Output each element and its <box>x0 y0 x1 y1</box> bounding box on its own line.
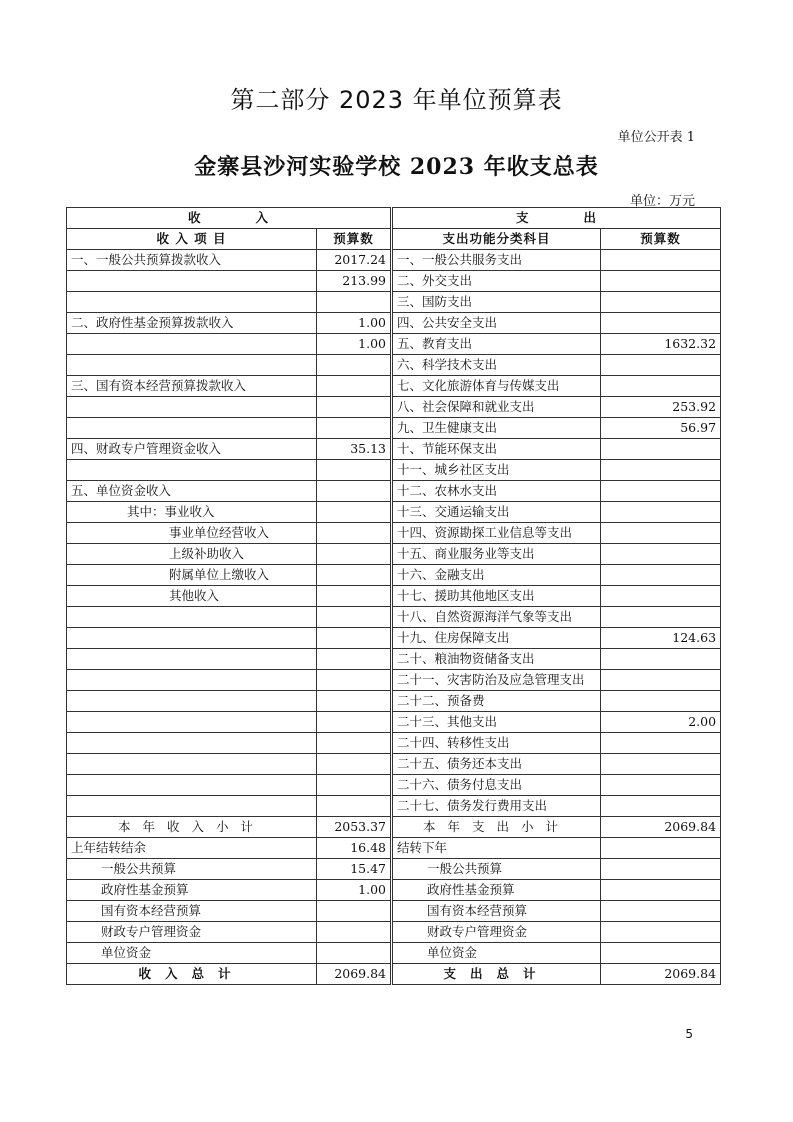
income-amount-cell <box>317 418 392 439</box>
income-item-cell <box>67 670 317 691</box>
income-amount-cell <box>317 523 392 544</box>
income-amount-cell: 1.00 <box>317 880 392 901</box>
expense-amount-cell <box>601 481 721 502</box>
expense-item-cell: 三、国防支出 <box>392 292 601 313</box>
expense-amount-cell <box>601 502 721 523</box>
expense-item-cell: 十二、农林水支出 <box>392 481 601 502</box>
income-amount-cell: 2053.37 <box>317 817 392 838</box>
expense-item-cell: 十五、商业服务业等支出 <box>392 544 601 565</box>
expense-item-cell: 十九、住房保障支出 <box>392 628 601 649</box>
budget-table <box>66 207 721 985</box>
income-item-cell: 其他收入 <box>67 586 317 607</box>
expense-amount-cell <box>601 670 721 691</box>
expense-item-cell: 二十六、债务付息支出 <box>392 775 601 796</box>
income-amount-cell: 2069.84 <box>317 964 392 985</box>
expense-amount-cell <box>601 292 721 313</box>
income-item-cell <box>67 754 317 775</box>
expense-amount-cell <box>601 775 721 796</box>
income-amount-cell <box>317 901 392 922</box>
expense-item-cell: 十八、自然资源海洋气象等支出 <box>392 607 601 628</box>
table-subheader-row <box>67 229 721 250</box>
page-title: 金寨县沙河实验学校 2023 年收支总表 <box>194 154 599 180</box>
expense-item-cell: 一般公共预算 <box>392 859 601 880</box>
expense-amount-cell: 56.97 <box>601 418 721 439</box>
expense-item-cell: 二十四、转移性支出 <box>392 733 601 754</box>
income-amount-cell <box>317 397 392 418</box>
income-item-cell: 其中：事业收入 <box>67 502 317 523</box>
expense-amount-cell <box>601 586 721 607</box>
expense-header: 支 出 <box>392 208 721 229</box>
expense-item-cell: 二十三、其他支出 <box>392 712 601 733</box>
expense-amount-cell <box>601 607 721 628</box>
table-row <box>67 649 721 670</box>
income-amount-cell <box>317 691 392 712</box>
income-amount-cell <box>317 502 392 523</box>
income-item-cell: 一般公共预算 <box>67 859 317 880</box>
income-item-cell: 四、财政专户管理资金收入 <box>67 439 317 460</box>
expense-item-cell: 二十一、灾害防治及应急管理支出 <box>392 670 601 691</box>
carry-row <box>67 901 721 922</box>
expense-amount-cell: 124.63 <box>601 628 721 649</box>
expense-item-cell: 十一、城乡社区支出 <box>392 460 601 481</box>
table-row <box>67 607 721 628</box>
expense-amount-cell <box>601 943 721 964</box>
income-item-cell: 五、单位资金收入 <box>67 481 317 502</box>
income-item-cell: 三、国有资本经营预算拨款收入 <box>67 376 317 397</box>
income-item-cell: 上年结转结余 <box>67 838 317 859</box>
part-title: 第二部分 2023 年单位预算表 <box>230 86 563 114</box>
table-row <box>67 691 721 712</box>
income-item-cell: 财政专户管理资金 <box>67 922 317 943</box>
table-row <box>67 523 721 544</box>
income-amount-cell <box>317 733 392 754</box>
income-amount-cell <box>317 586 392 607</box>
table-row <box>67 565 721 586</box>
income-item-cell <box>67 796 317 817</box>
expense-item-cell: 二十、粮油物资储备支出 <box>392 649 601 670</box>
carry-row <box>67 943 721 964</box>
expense-item-cell: 四、公共安全支出 <box>392 313 601 334</box>
expense-amount-cell: 2069.84 <box>601 817 721 838</box>
income-item-cell <box>67 628 317 649</box>
expense-budget-header: 预算数 <box>601 229 721 250</box>
income-amount-cell <box>317 775 392 796</box>
expense-item-cell: 国有资本经营预算 <box>392 901 601 922</box>
table-row <box>67 754 721 775</box>
income-amount-cell: 15.47 <box>317 859 392 880</box>
expense-item-cell: 六、科学技术支出 <box>392 355 601 376</box>
expense-amount-cell <box>601 313 721 334</box>
income-amount-cell <box>317 754 392 775</box>
income-amount-cell: 2017.24 <box>317 250 392 271</box>
carry-row <box>67 922 721 943</box>
expense-amount-cell: 2.00 <box>601 712 721 733</box>
total-row <box>67 964 721 985</box>
income-amount-cell <box>317 292 392 313</box>
expense-item-cell: 财政专户管理资金 <box>392 922 601 943</box>
table-row <box>67 670 721 691</box>
expense-item-cell: 一、一般公共服务支出 <box>392 250 601 271</box>
expense-item-cell: 五、教育支出 <box>392 334 601 355</box>
expense-amount-cell <box>601 355 721 376</box>
expense-item-header: 支出功能分类科目 <box>392 229 601 250</box>
expense-item-cell: 结转下年 <box>392 838 601 859</box>
income-item-cell: 事业单位经营收入 <box>67 523 317 544</box>
table-row <box>67 439 721 460</box>
page-number: 5 <box>685 1027 693 1041</box>
carry-row <box>67 838 721 859</box>
table-row <box>67 292 721 313</box>
table-row <box>67 355 721 376</box>
expense-item-cell: 单位资金 <box>392 943 601 964</box>
expense-item-cell: 本年支出小计 <box>392 817 601 838</box>
income-amount-cell: 1.00 <box>317 334 392 355</box>
carry-row <box>67 859 721 880</box>
expense-amount-cell <box>601 271 721 292</box>
income-item-cell <box>67 334 317 355</box>
income-amount-cell <box>317 943 392 964</box>
income-item-cell: 本年收入小计 <box>67 817 317 838</box>
expense-amount-cell: 253.92 <box>601 397 721 418</box>
expense-amount-cell <box>601 544 721 565</box>
table-row <box>67 481 721 502</box>
income-amount-cell <box>317 355 392 376</box>
expense-item-cell: 政府性基金预算 <box>392 880 601 901</box>
expense-amount-cell <box>601 754 721 775</box>
income-amount-cell <box>317 376 392 397</box>
subtotal-row <box>67 817 721 838</box>
income-item-cell <box>67 460 317 481</box>
income-item-cell <box>67 607 317 628</box>
income-amount-cell <box>317 670 392 691</box>
table-row <box>67 796 721 817</box>
income-item-cell: 收入总计 <box>67 964 317 985</box>
table-row <box>67 544 721 565</box>
income-amount-cell <box>317 565 392 586</box>
income-item-cell <box>67 733 317 754</box>
income-item-cell: 国有资本经营预算 <box>67 901 317 922</box>
table-row <box>67 376 721 397</box>
table-row <box>67 733 721 754</box>
expense-amount-cell <box>601 376 721 397</box>
expense-item-cell: 十六、金融支出 <box>392 565 601 586</box>
carry-row <box>67 880 721 901</box>
expense-amount-cell <box>601 523 721 544</box>
expense-amount-cell <box>601 838 721 859</box>
expense-amount-cell <box>601 796 721 817</box>
income-item-cell <box>67 691 317 712</box>
table-row <box>67 586 721 607</box>
expense-item-cell: 二十五、债务还本支出 <box>392 754 601 775</box>
expense-amount-cell <box>601 460 721 481</box>
expense-amount-cell <box>601 880 721 901</box>
income-amount-cell: 213.99 <box>317 271 392 292</box>
expense-amount-cell <box>601 691 721 712</box>
unit-label: 单位：万元 <box>629 194 695 209</box>
income-header: 收 入 <box>67 208 392 229</box>
expense-item-cell: 二、外交支出 <box>392 271 601 292</box>
expense-amount-cell <box>601 439 721 460</box>
income-amount-cell <box>317 481 392 502</box>
income-item-cell <box>67 355 317 376</box>
expense-item-cell: 支出总计 <box>392 964 601 985</box>
table-row <box>67 250 721 271</box>
income-amount-cell: 16.48 <box>317 838 392 859</box>
table-row <box>67 628 721 649</box>
expense-amount-cell <box>601 649 721 670</box>
income-item-cell <box>67 292 317 313</box>
income-amount-cell <box>317 922 392 943</box>
expense-item-cell: 七、文化旅游体育与传媒支出 <box>392 376 601 397</box>
expense-amount-cell <box>601 901 721 922</box>
expense-item-cell: 十三、交通运输支出 <box>392 502 601 523</box>
expense-item-cell: 十四、资源勘探工业信息等支出 <box>392 523 601 544</box>
expense-item-cell: 十、节能环保支出 <box>392 439 601 460</box>
income-item-cell <box>67 712 317 733</box>
table-row <box>67 775 721 796</box>
income-amount-cell <box>317 628 392 649</box>
income-item-cell <box>67 649 317 670</box>
table-row <box>67 418 721 439</box>
income-amount-cell: 1.00 <box>317 313 392 334</box>
table-row <box>67 460 721 481</box>
expense-amount-cell <box>601 565 721 586</box>
income-item-cell <box>67 418 317 439</box>
income-amount-cell: 35.13 <box>317 439 392 460</box>
income-item-cell: 政府性基金预算 <box>67 880 317 901</box>
income-amount-cell <box>317 460 392 481</box>
income-item-cell: 一、一般公共预算拨款收入 <box>67 250 317 271</box>
expense-amount-cell <box>601 859 721 880</box>
income-amount-cell <box>317 607 392 628</box>
expense-amount-cell: 1632.32 <box>601 334 721 355</box>
income-item-cell: 二、政府性基金预算拨款收入 <box>67 313 317 334</box>
table-row <box>67 334 721 355</box>
expense-amount-cell <box>601 733 721 754</box>
expense-item-cell: 九、卫生健康支出 <box>392 418 601 439</box>
expense-amount-cell <box>601 922 721 943</box>
income-amount-cell <box>317 649 392 670</box>
form-number: 单位公开表 1 <box>617 130 695 145</box>
expense-item-cell: 八、社会保障和就业支出 <box>392 397 601 418</box>
expense-item-cell: 十七、援助其他地区支出 <box>392 586 601 607</box>
income-item-cell <box>67 271 317 292</box>
income-amount-cell <box>317 712 392 733</box>
table-row <box>67 313 721 334</box>
income-amount-cell <box>317 796 392 817</box>
income-amount-cell <box>317 544 392 565</box>
table-row <box>67 397 721 418</box>
table-row <box>67 271 721 292</box>
expense-amount-cell: 2069.84 <box>601 964 721 985</box>
income-item-cell: 附属单位上缴收入 <box>67 565 317 586</box>
expense-item-cell: 二十七、债务发行费用支出 <box>392 796 601 817</box>
income-item-cell <box>67 775 317 796</box>
income-item-cell: 上级补助收入 <box>67 544 317 565</box>
table-row <box>67 502 721 523</box>
table-row <box>67 712 721 733</box>
expense-amount-cell <box>601 250 721 271</box>
income-item-cell <box>67 397 317 418</box>
expense-item-cell: 二十二、预备费 <box>392 691 601 712</box>
income-item-cell: 单位资金 <box>67 943 317 964</box>
table-header-row <box>67 208 721 229</box>
income-budget-header: 预算数 <box>317 229 392 250</box>
income-item-header: 收 入 项 目 <box>67 229 317 250</box>
